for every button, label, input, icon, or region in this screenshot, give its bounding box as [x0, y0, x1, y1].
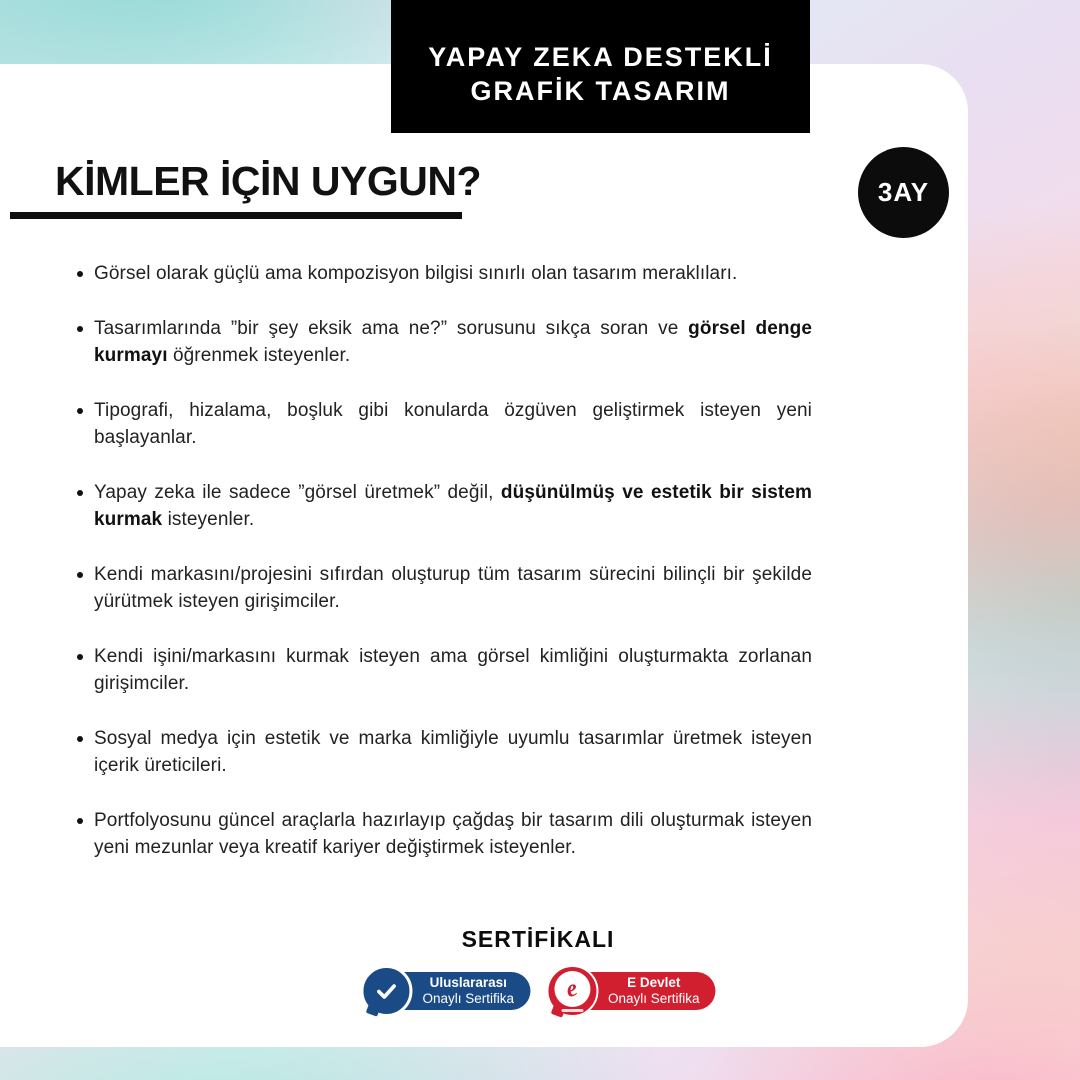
header-banner: [391, 0, 810, 133]
edevlet-icon: e: [546, 965, 598, 1017]
edevlet-certificate-badge: [546, 964, 716, 1018]
bullet-text: Portfolyosunu güncel araçlarla hazırlayıp çağdaş bir tasarım dili oluşturmak isteyen yeni mezunlar veya kreatif kariyer değiştirmek isteyenler.: [94, 809, 812, 858]
certificate-badge-subtitle: Onaylı Sertifika: [422, 991, 514, 1006]
certificate-badge-title: E Devlet: [627, 975, 681, 990]
bullet-list: [75, 260, 812, 862]
check-icon: [360, 965, 412, 1017]
header-line-1: YAPAY ZEKA DESTEKLİ: [428, 41, 773, 72]
bullet-text: Tipografi, hizalama, boşluk gibi konularda özgüven geliştirmek isteyen yeni başlayanlar.: [94, 399, 812, 448]
edevlet-microtext: [561, 1009, 583, 1012]
title-underline: [10, 212, 462, 219]
duration-badge: 3AY: [858, 147, 949, 238]
bullet-text: Tasarımlarında ”bir şey eksik ama ne?” sorusunu sıkça soran ve görsel denge kurmayı öğrenmek isteyenler.: [94, 317, 813, 366]
list-item: [75, 561, 812, 616]
certificate-badge-subtitle: Onaylı Sertifika: [608, 991, 700, 1006]
page-title: KİMLER İÇİN UYGUN?: [55, 158, 482, 204]
bullet-dot-icon: [77, 326, 83, 332]
bullet-dot-icon: [77, 271, 83, 277]
certificate-badge-title: Uluslararası: [429, 975, 507, 990]
bullet-text: Yapay zeka ile sadece ”görsel üretmek” değil, düşünülmüş ve estetik bir sistem kurmak isteyenler.: [94, 481, 812, 530]
bullet-dot-icon: [77, 818, 83, 824]
bullet-text: Görsel olarak güçlü ama kompozisyon bilgisi sınırlı olan tasarım meraklıları.: [94, 263, 738, 284]
list-item: [75, 479, 812, 534]
list-item: [75, 807, 812, 862]
certificate-badges-row: [360, 964, 715, 1018]
header-line-2: GRAFİK TASARIM: [470, 75, 731, 106]
bullet-dot-icon: [77, 572, 83, 578]
bullet-dot-icon: [77, 490, 83, 496]
certified-heading: SERTİFİKALI: [461, 926, 615, 952]
bullet-dot-icon: [77, 654, 83, 660]
bullet-dot-icon: [77, 408, 83, 414]
list-item: [75, 397, 812, 452]
bullet-text: Sosyal medya için estetik ve marka kimliğiyle uyumlu tasarımlar üretmek isteyen içerik üreticileri.: [94, 727, 812, 776]
list-item: [75, 260, 812, 288]
bullet-text: Kendi markasını/projesini sıfırdan oluşturup tüm tasarım sürecini bilinçli bir şekilde yürütmek isteyen girişimciler.: [94, 563, 812, 612]
bullet-dot-icon: [77, 736, 83, 742]
international-certificate-badge: [360, 964, 530, 1018]
list-item: [75, 315, 812, 370]
list-item: [75, 643, 812, 698]
bullet-text: Kendi işini/markasını kurmak isteyen ama görsel kimliğini oluşturmakta zorlanan girişimciler.: [94, 645, 812, 694]
list-item: [75, 725, 812, 780]
